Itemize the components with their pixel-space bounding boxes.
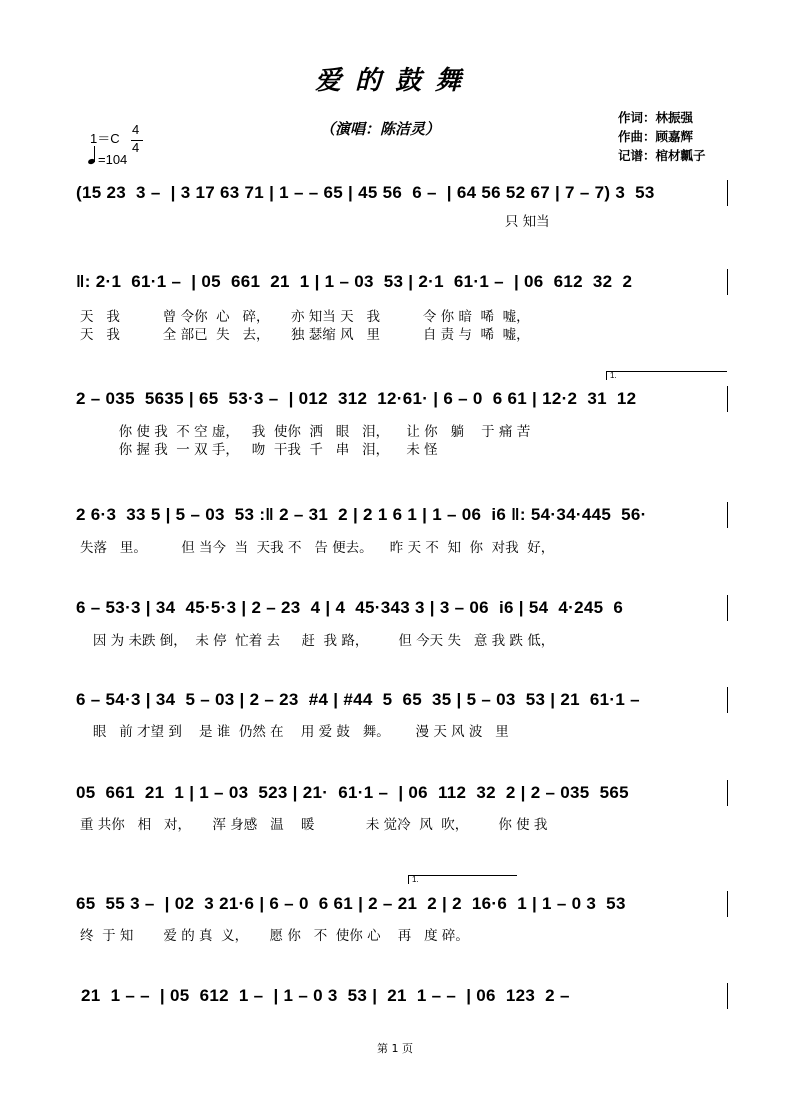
system-end-barline: [727, 502, 728, 528]
lyric-line: 天 我 全 部已 失 去， 独 瑟缩 风 里 自 责 与 唏 嘘，: [80, 327, 530, 343]
lyric-line: 眼 前 才望 到 是 谁 仍然 在 用 爱 鼓 舞。 漫 天 风 波 里: [80, 724, 509, 740]
lyric-line: 终 于 知 爱 的 真 义， 愿 你 不 使你 心 再 度 碎。: [80, 928, 469, 944]
song-title: 爱的鼓舞: [314, 66, 475, 96]
system-end-barline: [727, 780, 728, 806]
score-system-1: (15 23 3 – | 3 17 63 71 | 1 – – 65 | 45 56 6 – | 64 56 52 67 | 7 – 7) 3 53: [76, 183, 655, 202]
score-system-3: 2 – 035 5635 | 65 53·3 – | 012 312 12·61· | 6 – 0 6 61 | 12·2 31 12: [76, 389, 637, 408]
score-system-4: 2 6·3 33 5 | 5 – 03 53 :‖ 2 – 31 2 | 2 1 6 1 | 1 – 06 i6 ‖: 54·34·445 56·: [76, 505, 647, 524]
composer-credit: 作曲：顾嘉辉: [618, 129, 694, 144]
score-system-6: 6 – 54·3 | 34 5 – 03 | 2 – 23 #4 | #44 5 65 35 | 5 – 03 53 | 21 61·1 –: [76, 690, 640, 709]
volta-bracket: [408, 875, 517, 884]
score-system-9: 21 1 – – | 05 612 1 – | 1 – 0 3 53 | 21 1 – – | 06 123 2 –: [76, 986, 570, 1005]
time-signature-top: 4: [132, 122, 140, 137]
system-end-barline: [727, 269, 728, 295]
system-end-barline: [727, 891, 728, 917]
system-end-barline: [727, 180, 728, 206]
time-signature-bottom: 4: [132, 140, 140, 155]
lyric-line: 重 共你 相 对， 浑 身感 温 暖 未 觉冷 风 吹， 你 使 我: [80, 817, 548, 833]
lyric-line: 只 知当: [80, 214, 550, 230]
volta-label: 1.: [610, 371, 617, 380]
system-end-barline: [727, 687, 728, 713]
lyricist-credit: 作词：林振强: [618, 110, 694, 125]
system-end-barline: [727, 595, 728, 621]
page-footer: 第 1 页: [377, 1042, 413, 1055]
singer-credit: （演唱：陈洁灵）: [320, 120, 441, 138]
lyric-line: 失落 里。 但 当今 当 天我 不 告 便去。 昨 天 不 知 你 对我 好，: [80, 540, 555, 556]
system-end-barline: [727, 386, 728, 412]
score-system-7: 05 661 21 1 | 1 – 03 523 | 21· 61·1 – | 06 112 32 2 | 2 – 035 565: [76, 783, 629, 802]
tempo-marking: [88, 150, 127, 167]
score-system-5: 6 – 53·3 | 34 45·5·3 | 2 – 23 4 | 4 45·343 3 | 3 – 06 i6 | 54 4·245 6: [76, 598, 624, 617]
volta-bracket: [606, 371, 727, 380]
transcriber-credit: 记谱：棺材瓤子: [618, 148, 706, 163]
key-signature: 1＝C: [90, 131, 120, 146]
tempo-value: =104: [98, 152, 128, 167]
volta-label: 1.: [412, 875, 419, 884]
lyric-line: 你 使 我 不 空 虚， 我 使你 洒 眼 泪， 让 你 躺 于 痛 苦: [80, 424, 531, 440]
lyric-line: 因 为 未跌 倒， 未 停 忙着 去 赶 我 路， 但 今天 失 意 我 跌 低，: [80, 633, 555, 649]
lyric-line: 你 握 我 一 双 手， 吻 干我 千 串 泪， 未 怪: [80, 442, 438, 458]
lyric-line: 天 我 曾 令你 心 碎， 亦 知当 天 我 令 你 暗 唏 嘘，: [80, 309, 530, 325]
system-end-barline: [727, 983, 728, 1009]
quarter-note-icon: [88, 150, 98, 164]
score-system-8: 65 55 3 – | 02 3 21·6 | 6 – 0 6 61 | 2 – 21 2 | 2 16·6 1 | 1 – 0 3 53: [76, 894, 626, 913]
score-system-2: ‖: 2·1 61·1 – | 05 661 21 1 | 1 – 03 53 | 2·1 61·1 – | 06 612 32 2: [76, 272, 633, 291]
